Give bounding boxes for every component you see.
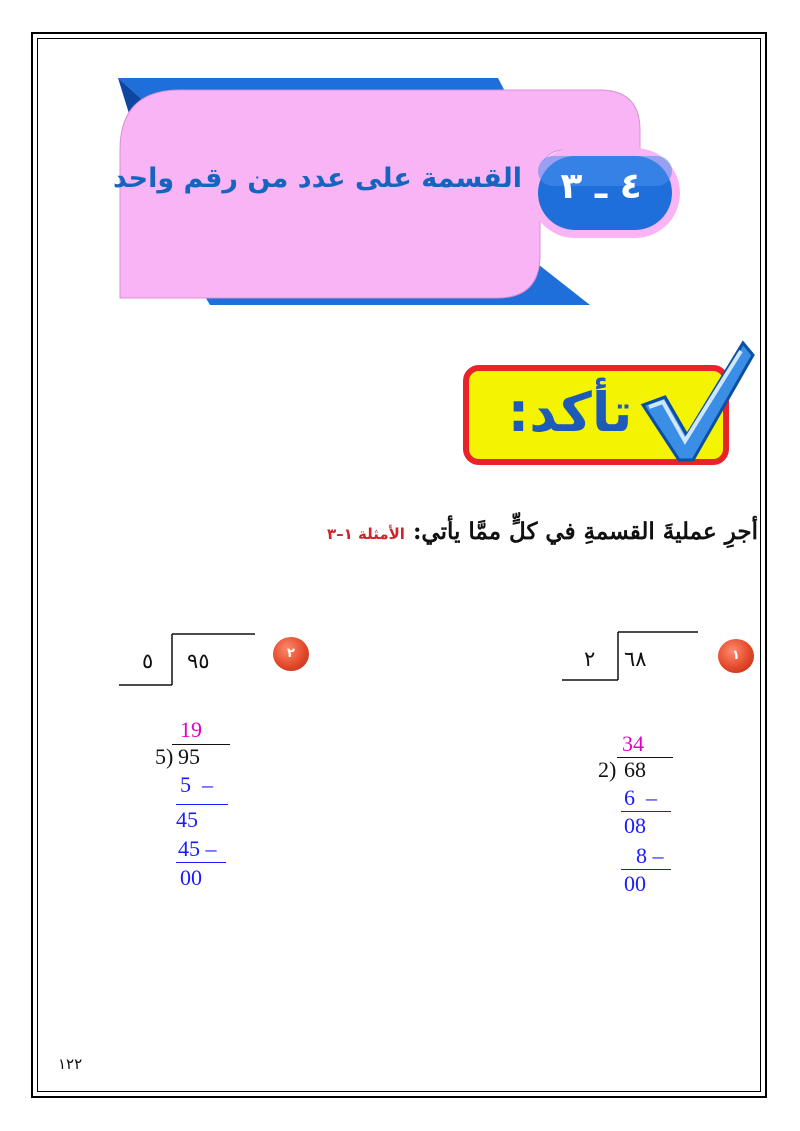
solution-2-line-2: [176, 862, 226, 863]
solution-2-line-1: [176, 804, 228, 805]
solution-1-line-1: [621, 811, 671, 812]
solution-2-quotient: 19: [180, 717, 202, 742]
problem-2-divisor: ٥: [142, 649, 154, 673]
solution-2-dividend: 95: [178, 744, 200, 769]
solution-2-step-1: 5 –: [180, 772, 213, 797]
solution-1-divisor: 2): [598, 757, 617, 782]
solution-2-step-2: 45 –: [178, 836, 217, 861]
checkmark-icon: [635, 335, 755, 465]
page-number: ١٢٢: [58, 1055, 83, 1073]
instruction-text: أجرِ عمليةَ القسمةِ في كلٍّ ممَّا يأتي:: [412, 518, 758, 545]
confirm-label: تأكد:: [507, 381, 633, 444]
problem-1-marker: ١: [718, 639, 754, 673]
problem-1-dividend: ٦٨: [624, 647, 647, 671]
instruction-line: [327, 518, 758, 545]
solution-1-remainder-2: 00: [624, 871, 646, 896]
lesson-title: القسمة على عدد من رقم واحد: [113, 163, 522, 194]
solution-1-step-2: 8 –: [636, 843, 664, 868]
lesson-number: ٤ ـ ٣: [560, 166, 642, 207]
solution-1-quotient: 34: [622, 731, 644, 756]
solution-1-line-2: [621, 869, 671, 870]
problem-2-dividend: ٩٥: [187, 649, 210, 673]
problem-1-divisor: ٢: [584, 647, 596, 671]
solution-2-divisor: 5): [155, 744, 174, 769]
solution-2-remainder-1: 45: [176, 807, 198, 832]
solution-2-remainder-2: 00: [180, 865, 202, 890]
examples-reference: الأمثلة ١–٣: [326, 525, 405, 543]
problem-2-marker: ٢: [273, 637, 309, 671]
solution-1-step-1: 6 –: [624, 785, 657, 810]
solution-1-dividend: 68: [624, 757, 646, 782]
solution-1-remainder-1: 08: [624, 813, 646, 838]
